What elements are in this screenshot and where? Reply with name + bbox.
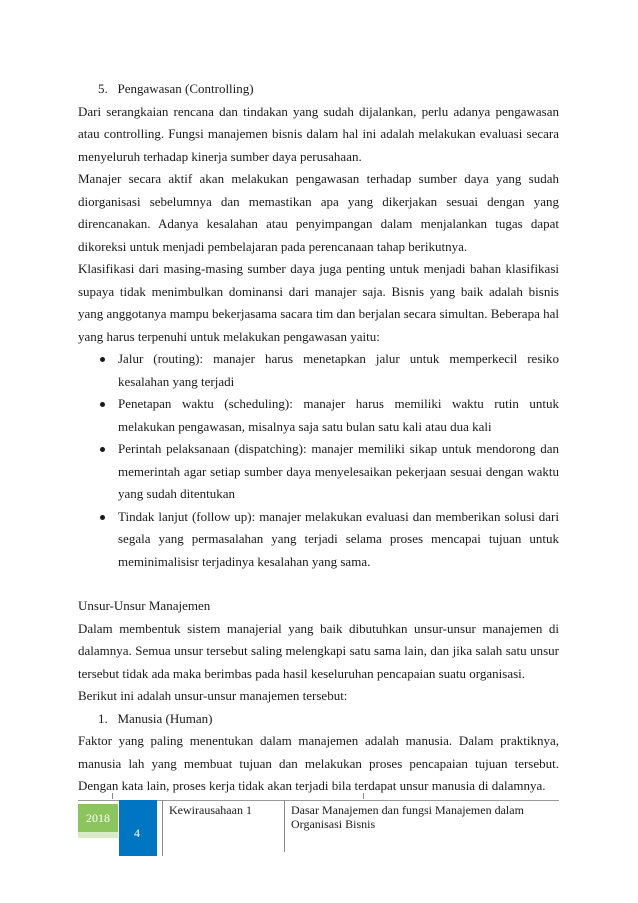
footer-course: Kewirausahaan 1: [169, 803, 252, 817]
page-footer: [78, 800, 559, 856]
divider-tick: [363, 793, 364, 799]
page-number: 4: [134, 826, 140, 840]
list-item-text: Tindak lanjut (follow up): manajer melakukan evaluasi dan memberikan solusi dari segala yang permasalahan yang terjadi selama proses mencapai tujuan untuk meminimalisisr terjadinya kesalahan yang sama.: [118, 508, 559, 569]
page-number-box: [119, 800, 157, 856]
paragraph: Klasifikasi dari masing-masing sumber daya juga penting untuk menjadi bahan klasifikasi supaya tidak menimbulkan dominansi dari manajer saja. Bisnis yang baik adalah bisnis yang anggotanya mampu bekerjasama sacara tim dan berjalan secara simultan. Beberapa hal yang harus terpenuhi untuk melakukan pengawasan yaitu:: [78, 261, 559, 344]
list-item: [78, 438, 559, 506]
footer-year-strip: [78, 832, 118, 838]
footer-document-title: Dasar Manajemen dan fungsi Manajemen dalam Organisasi Bisnis: [291, 803, 524, 831]
paragraph: Berikut ini adalah unsur-unsur manajemen tersebut:: [78, 688, 348, 703]
page-content: [78, 78, 559, 798]
divider-tick: [112, 793, 113, 799]
paragraph: Dari serangkaian rencana dan tindakan yang sudah dijalankan, perlu adanya pengawasan atau controlling. Fungsi manajemen bisnis dalam hal ini adalah melakukan evaluasi secara menyeluruh terhadap kinerja sumber daya perusahaan.: [78, 103, 559, 164]
bullet-icon: [100, 447, 105, 452]
paragraph: Manajer secara aktif akan melakukan pengawasan terhadap sumber daya yang sudah diorganisasi sebelumnya dan memastikan apa yang dikerjakan sesuai dengan yang direncanakan. Adanya kesalahan atau penyimpangan dalam menjalankan tugas dapat dikoreksi untuk menjadi pembelajaran pada perencanaan tahap berikutnya.: [78, 171, 559, 254]
footer-year: 2018: [78, 804, 118, 832]
paragraph: Dalam membentuk sistem manajerial yang baik dibutuhkan unsur-unsur manajemen di dalamnya. Semua unsur tersebut saling melengkapi satu sama lain, dan jika salah satu unsur tersebut tidak ada maka berimbas pada hasil keseluruhan pencapaian suatu organisasi.: [78, 620, 559, 681]
spacer: [78, 573, 559, 595]
list-item-text: Perintah pelaksanaan (dispatching): manajer memiliki sikap untuk mendorong dan memerintah agar setiap sumber daya menyelesaikan pekerjaan sesuai dengan waktu yang sudah ditentukan: [118, 441, 559, 501]
bullet-icon: [100, 357, 105, 362]
bullet-icon: [100, 402, 105, 407]
list-item: [78, 506, 559, 574]
section-heading-controlling: 5. Pengawasan (Controlling): [98, 81, 254, 96]
footer-separator: [162, 800, 163, 856]
bullet-list: [78, 348, 559, 573]
footer-separator: [284, 800, 285, 852]
list-item-text: Jalur (routing): manajer harus menetapkan jalur untuk memperkecil resiko kesalahan yang terjadi: [118, 351, 559, 389]
list-item: [78, 393, 559, 438]
section-heading-unsur: Unsur-Unsur Manajemen: [78, 598, 211, 613]
subheading-manusia: 1. Manusia (Human): [98, 710, 213, 726]
list-item: [78, 348, 559, 393]
paragraph: Faktor yang paling menentukan dalam manajemen adalah manusia. Dalam praktiknya, manusia lah yang membuat tujuan dan melakukan proses pencapaian tujuan tersebut. Dengan kata lain, proses kerja tidak akan terjadi bila terdapat unsur manusia di dalamnya.: [78, 733, 559, 793]
list-item-text: Penetapan waktu (scheduling): manajer harus memiliki waktu rutin untuk melakukan pengawasan, misalnya saja satu bulan satu kali atau dua kali: [118, 396, 559, 434]
bullet-icon: [100, 515, 105, 520]
